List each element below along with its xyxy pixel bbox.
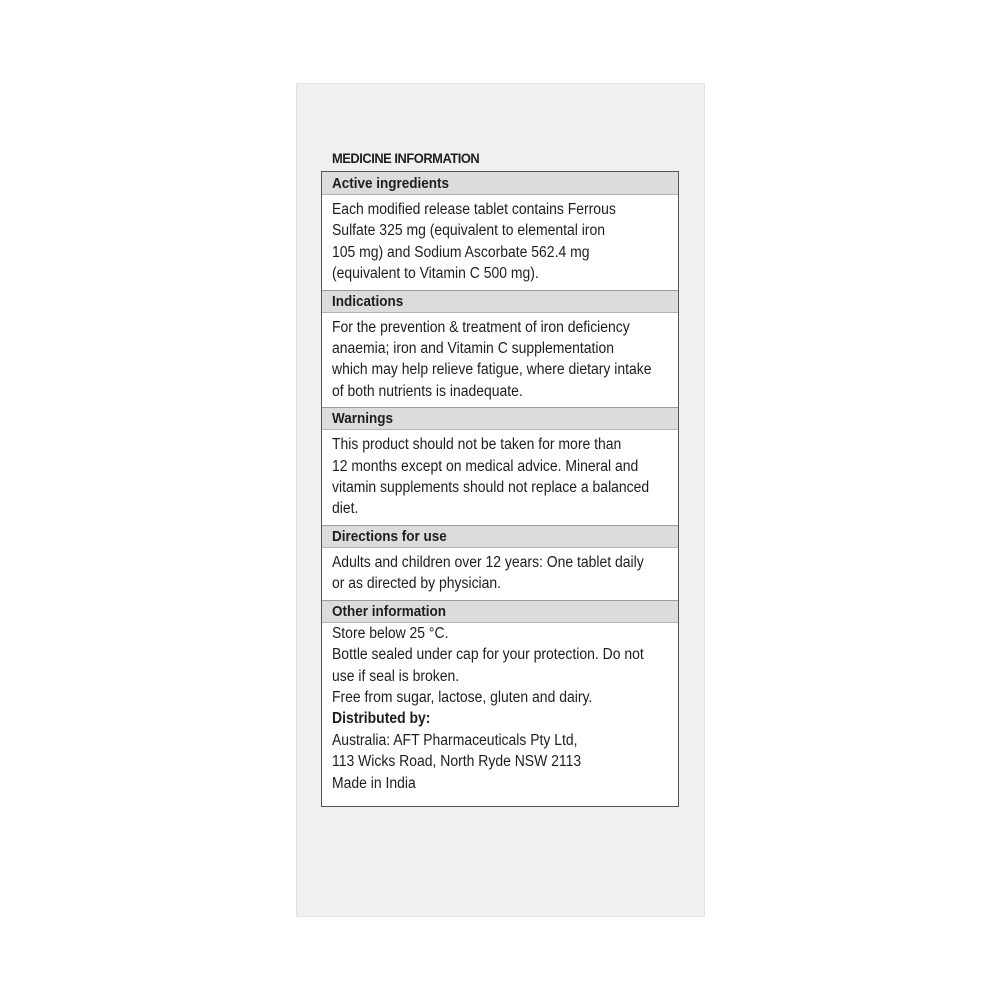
body-line: which may help relieve fatigue, where dietary intake (332, 361, 652, 379)
section-body (322, 430, 678, 525)
body-line: This product should not be taken for more than (332, 436, 622, 454)
body-line: diet. (332, 500, 359, 518)
section-active-ingredients (322, 172, 678, 290)
section-heading-label: Active ingredients (332, 174, 450, 192)
body-line: Australia: AFT Pharmaceuticals Pty Ltd, (332, 731, 578, 749)
body-line: vitamin supplements should not replace a balanced (332, 479, 650, 497)
section-heading-label: Indications (332, 292, 404, 310)
section-other-information (322, 600, 678, 799)
body-line: Each modified release tablet contains Ferrous (332, 201, 616, 218)
body-line: Made in India (332, 774, 416, 792)
body-line: Bottle sealed under cap for your protection. Do not (332, 646, 644, 664)
section-heading (322, 525, 678, 548)
section-indications (322, 290, 678, 408)
section-heading-label: Directions for use (332, 527, 447, 545)
body-line: use if seal is broken. (332, 667, 460, 685)
body-line: Sulfate 325 mg (equivalent to elemental iron (332, 222, 605, 240)
section-body (322, 195, 678, 290)
body-line: 12 months except on medical advice. Mineral and (332, 457, 639, 475)
medicine-info-table (321, 171, 679, 807)
body-line: Adults and children over 12 years: One tablet daily (332, 553, 644, 571)
section-body (322, 548, 678, 600)
body-line: of both nutrients is inadequate. (332, 382, 523, 400)
section-heading (322, 290, 678, 313)
body-line: anaemia; iron and Vitamin C supplementation (332, 340, 615, 358)
body-line: Free from sugar, lactose, gluten and dairy. (332, 688, 593, 706)
body-line: (equivalent to Vitamin C 500 mg). (332, 265, 539, 283)
section-warnings (322, 407, 678, 525)
distributor-heading: Distributed by: (332, 710, 431, 728)
section-body (322, 313, 678, 408)
body-line: 113 Wicks Road, North Ryde NSW 2113 (332, 753, 582, 771)
section-heading-label: Warnings (332, 410, 394, 428)
section-heading (322, 600, 678, 623)
section-heading-label: Other information (332, 602, 447, 620)
body-line: For the prevention & treatment of iron deficiency (332, 318, 630, 336)
body-line: Store below 25 °C. (332, 624, 449, 642)
section-heading (322, 407, 678, 430)
body-line: or as directed by physician. (332, 575, 502, 593)
section-heading (322, 172, 678, 195)
document-title: MEDICINE INFORMATION (332, 150, 480, 166)
section-directions-for-use (322, 525, 678, 600)
section-body (322, 623, 678, 799)
body-line: 105 mg) and Sodium Ascorbate 562.4 mg (332, 243, 590, 261)
